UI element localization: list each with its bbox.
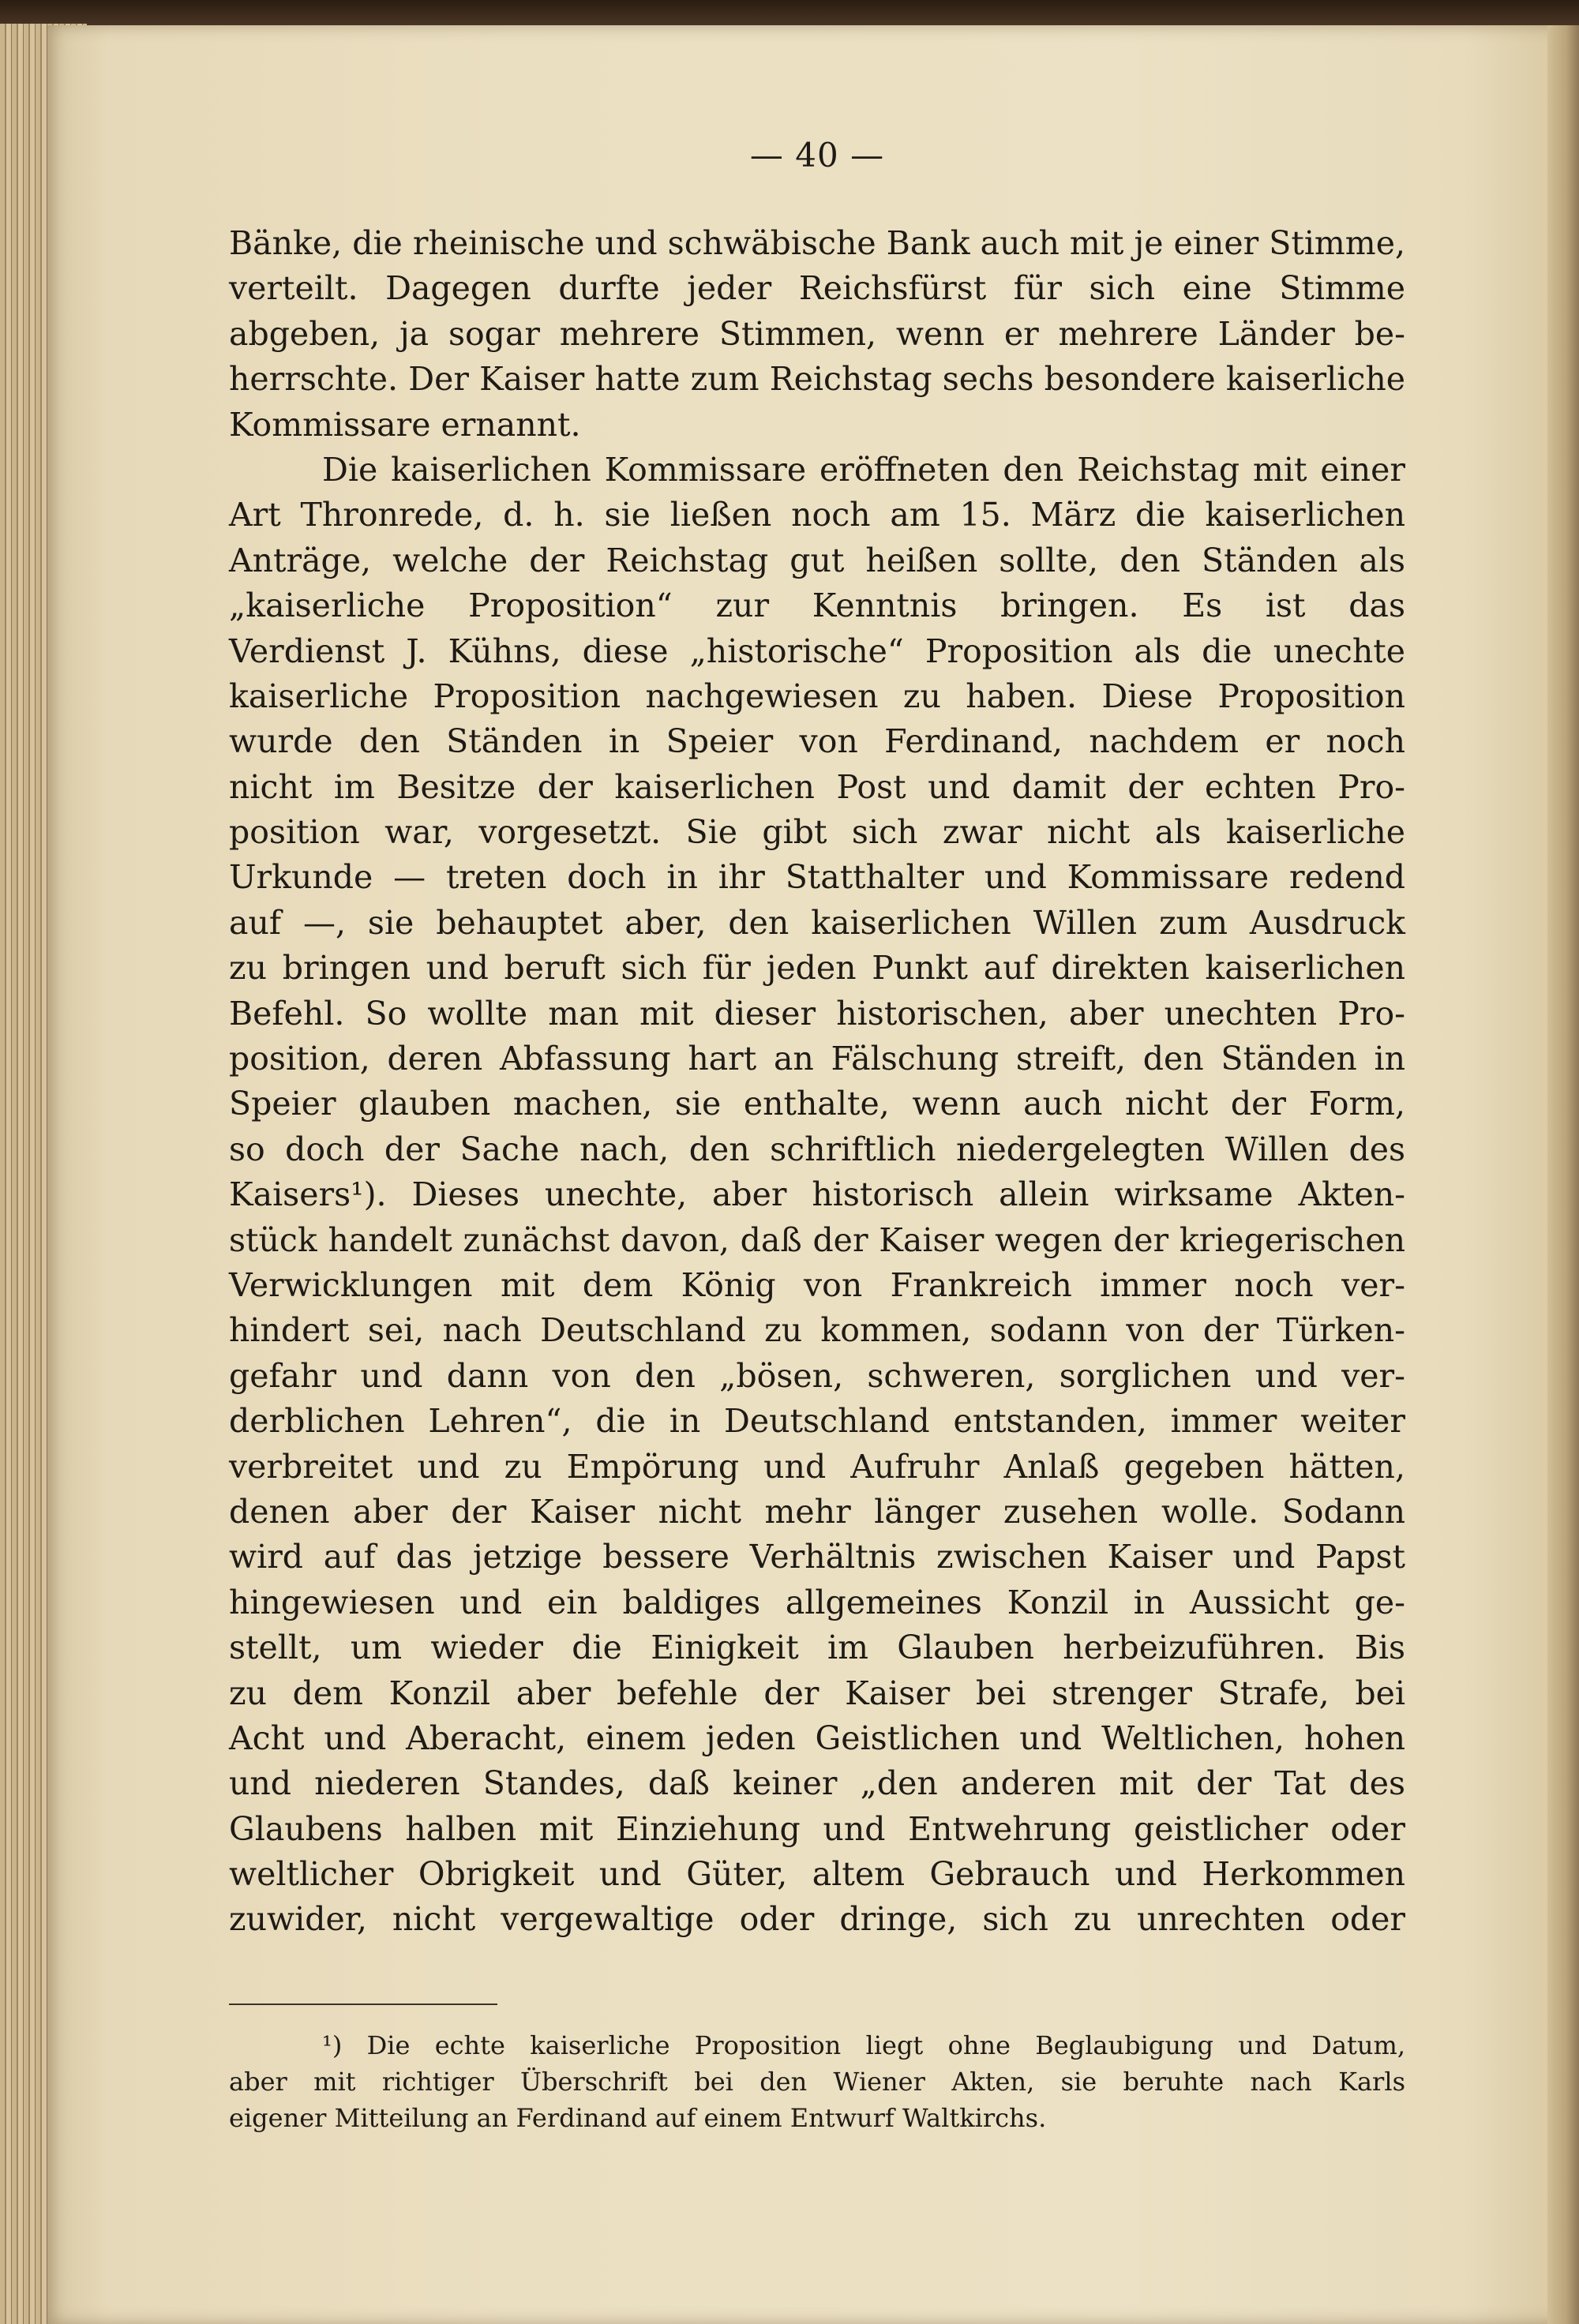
book-top-edge <box>0 0 1579 27</box>
text-line: Acht und Aberacht, einem jeden Geistlichen und Weltlichen, hohen <box>229 1719 1405 1757</box>
page-number: — 40 — <box>749 136 885 174</box>
text-line: hindert sei, nach Deutschland zu kommen, sodann von der Türken- <box>229 1311 1405 1350</box>
text-line: Die kaiserlichen Kommissare eröffneten den Reichstag mit einer <box>322 450 1405 489</box>
text-line: auf —, sie behauptet aber, den kaiserlichen Willen zum Ausdruck <box>229 903 1405 942</box>
text-line: weltlicher Obrigkeit und Güter, altem Gebrauch und Herkommen <box>229 1855 1405 1894</box>
text-line: denen aber der Kaiser nicht mehr länger zusehen wolle. Sodann <box>229 1492 1405 1531</box>
text-line: gefahr und dann von den „bösen, schweren, sorglichen und ver- <box>229 1356 1405 1395</box>
text-line: position war, vorgesetzt. Sie gibt sich zwar nicht als kaiserliche <box>229 813 1405 852</box>
text-line: derblichen Lehren“, die in Deutschland entstanden, immer weiter <box>229 1402 1405 1441</box>
text-line: und niederen Standes, daß keiner „den anderen mit der Tat des <box>229 1764 1405 1803</box>
body-text <box>229 221 1405 1943</box>
text-line: verteilt. Dagegen durfte jeder Reichsfürst für sich eine Stimme <box>229 269 1405 308</box>
footnotes <box>229 2027 1405 2136</box>
text-line: Urkunde — treten doch in ihr Statthalter und Kommissare redend <box>229 858 1405 897</box>
text-line: Bänke, die rheinische und schwäbische Bank auch mit je einer Stimme, <box>229 224 1405 262</box>
footnote-line: eigener Mitteilung an Ferdinand auf einem Entwurf Waltkirchs. <box>229 2103 1047 2133</box>
text-line: herrschte. Der Kaiser hatte zum Reichstag sechs besondere kaiserliche <box>229 360 1405 399</box>
text-line: kaiserliche Proposition nachgewiesen zu haben. Diese Proposition <box>229 677 1405 715</box>
text-line: Art Thronrede, d. h. sie ließen noch am 15. März die kaiserlichen <box>229 496 1405 534</box>
text-line: zuwider, nicht vergewaltige oder dringe, sich zu unrechten oder <box>229 1900 1405 1939</box>
text-line: Verdienst J. Kühns, diese „historische“ Proposition als die unechte <box>229 632 1405 670</box>
footnote-line: aber mit richtiger Überschrift bei den Wiener Akten, sie beruhte nach Karls <box>229 2067 1405 2097</box>
footnote-line: ¹) Die echte kaiserliche Proposition liegt ohne Beglaubigung und Datum, <box>322 2030 1405 2060</box>
text-line: stück handelt zunächst davon, daß der Kaiser wegen der kriegerischen <box>229 1220 1405 1259</box>
text-line: Kaisers¹). Dieses unechte, aber historisch allein wirksame Akten- <box>229 1175 1405 1214</box>
text-line: wird auf das jetzige bessere Verhältnis zwischen Kaiser und Papst <box>229 1538 1405 1576</box>
text-line: so doch der Sache nach, den schriftlich niedergelegten Willen des <box>229 1130 1405 1168</box>
text-line: Verwicklungen mit dem König von Frankreich immer noch ver- <box>229 1265 1405 1304</box>
text-line: wurde den Ständen in Speier von Ferdinand, nachdem er noch <box>229 722 1405 761</box>
text-line: stellt, um wieder die Einigkeit im Glauben herbeizuführen. Bis <box>229 1629 1405 1667</box>
text-line: abgeben, ja sogar mehrere Stimmen, wenn er mehrere Länder be- <box>229 314 1405 353</box>
book-right-edge <box>1547 25 1579 2324</box>
text-line: Befehl. So wollte man mit dieser historischen, aber unechten Pro- <box>229 994 1405 1033</box>
text-line: „kaiserliche Proposition“ zur Kenntnis bringen. Es ist das <box>229 587 1405 625</box>
text-line: Anträge, welche der Reichstag gut heißen sollte, den Ständen als <box>229 541 1405 579</box>
text-line: Speier glauben machen, sie enthalte, wenn auch nicht der Form, <box>229 1085 1405 1123</box>
text-line: nicht im Besitze der kaiserlichen Post und damit der echten Pro- <box>229 767 1405 806</box>
text-line: Kommissare ernannt. <box>229 405 581 444</box>
text-line: hingewiesen und ein baldiges allgemeines Konzil in Aussicht ge- <box>229 1583 1405 1621</box>
text-line: position, deren Abfassung hart an Fälschung streift, den Ständen in <box>229 1040 1405 1078</box>
footnote-divider <box>229 2004 497 2005</box>
text-line: verbreitet und zu Empörung und Aufruhr Anlaß gegeben hätten, <box>229 1447 1405 1486</box>
text-line: zu dem Konzil aber befehle der Kaiser bei strenger Strafe, bei <box>229 1674 1405 1712</box>
text-line: Glaubens halben mit Einziehung und Entwehrung geistlicher oder <box>229 1809 1405 1848</box>
text-line: zu bringen und beruft sich für jeden Punkt auf direkten kaiserlichen <box>229 949 1405 988</box>
